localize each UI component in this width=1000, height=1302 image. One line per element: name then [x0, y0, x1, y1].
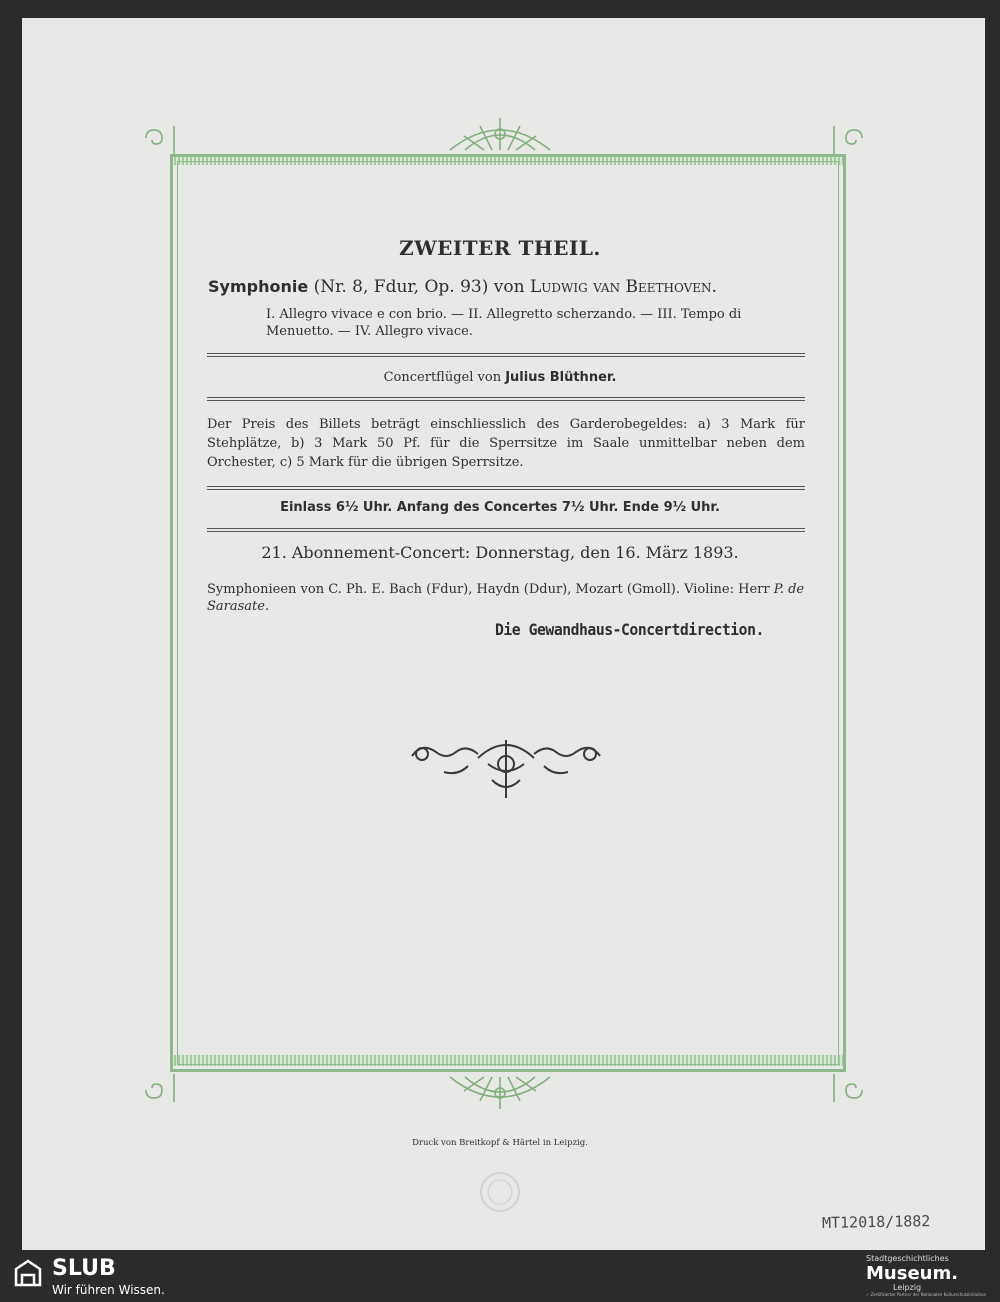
- museum-name: Museum.: [866, 1263, 959, 1284]
- symphony-label: Symphonie: [208, 277, 309, 296]
- program-soloist: P. de Sarasate.: [207, 582, 805, 614]
- movements-list: I. Allegro vivace e con brio. — II. Allegretto scherzando. — III. Tempo di Menuetto. — IV. Allegro vivace.: [266, 307, 742, 339]
- concertfluegel-line: [0, 370, 1000, 385]
- program-text: Symphonieen von C. Ph. E. Bach (Fdur), Haydn (Ddur), Mozart (Gmoll). Violine: Herr: [207, 582, 770, 597]
- corner-scroll-top-right: [830, 120, 870, 156]
- next-program-text: [207, 581, 805, 615]
- symphony-line: [208, 277, 717, 297]
- symphony-details: (Nr. 8, Fdur, Op. 93) von: [313, 277, 525, 297]
- museum-city: Leipzig: [893, 1283, 922, 1292]
- fluegel-prefix: Concertflügel von: [383, 370, 502, 385]
- double-rule: [207, 486, 805, 490]
- ticket-price-text: Der Preis des Billets beträgt einschliesslich des Garderobegeldes: a) 3 Mark für Stehplätze, b) 3 Mark 50 Pf. für die Sperrsitze im Saale unmittelbar neben dem Orchester, c) 5 Mark für die übrigen Sperrsitze.: [207, 417, 805, 470]
- direction-signature: Die Gewandhaus-Concertdirection.: [495, 620, 764, 639]
- corner-scroll-top-left: [138, 120, 178, 156]
- museum-certification: ✓ Zertifizierter Partner der Nationalen Kulturschutzinitiative: [866, 1292, 986, 1297]
- double-rule: [207, 353, 805, 357]
- fluegel-maker: Julius Blüthner.: [505, 370, 617, 385]
- slub-logo-icon: [14, 1259, 42, 1287]
- corner-scroll-bottom-left: [138, 1072, 178, 1108]
- slub-name: SLUB: [52, 1256, 116, 1281]
- bottom-fan-ornament: [440, 1075, 560, 1115]
- next-concert-line: 21. Abonnement-Concert: Donnerstag, den 16. März 1893.: [261, 543, 739, 562]
- embossed-stamp: [478, 1170, 522, 1214]
- viewer-footer: [0, 1250, 1000, 1302]
- floral-vignette-ornament: [408, 734, 604, 804]
- shelfmark-handwritten: MT12018/1882: [821, 1212, 931, 1232]
- time-schedule: Einlass 6½ Uhr. Anfang des Concertes 7½ Uhr. Ende 9½ Uhr.: [280, 500, 720, 515]
- double-rule: [207, 528, 805, 532]
- museum-top-label: Stadtgeschichtliches: [866, 1254, 949, 1263]
- section-title: ZWEITER THEIL.: [399, 236, 601, 260]
- corner-scroll-bottom-right: [830, 1072, 870, 1108]
- top-fan-ornament: [440, 112, 560, 152]
- printer-imprint: Druck von Breitkopf & Härtel in Leipzig.: [412, 1138, 588, 1148]
- double-rule: [207, 397, 805, 401]
- symphony-composer: Ludwig van Beethoven.: [529, 277, 717, 297]
- slub-claim: Wir führen Wissen.: [52, 1283, 165, 1297]
